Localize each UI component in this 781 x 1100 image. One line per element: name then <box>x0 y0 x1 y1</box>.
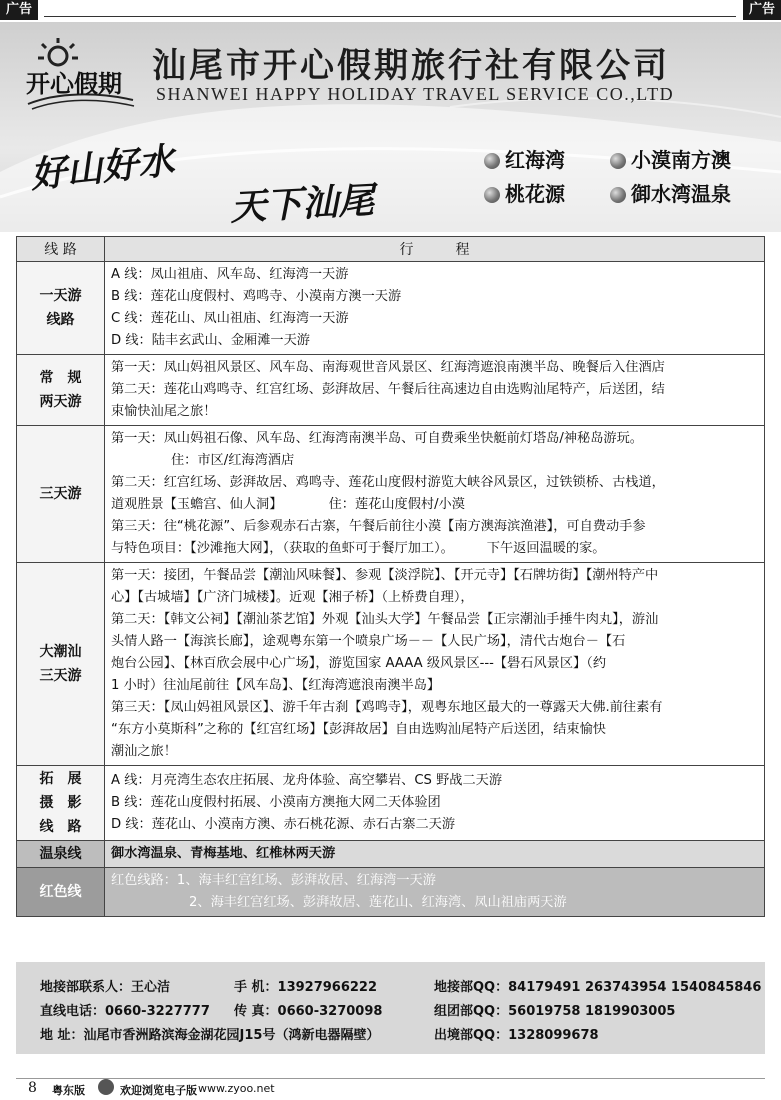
route-line: 心】【古城墙】【广济门城楼】。近观【湘子桥】（上桥费自理）， <box>111 590 474 605</box>
route-line: D 线：陆丰玄武山、金厢滩一天游 <box>111 333 310 348</box>
bullet-icon <box>484 187 500 203</box>
slogan-part-1: 好山好水 <box>28 139 177 197</box>
route-line: B 线：莲花山度假村拓展、小漠南方澳拖大网二天体验团 <box>111 795 441 810</box>
schedule-column-header: 行 程 <box>105 237 765 262</box>
contact-address: 地 址：汕尾市香洲路滨海金湖花园J15号（鸿新电器隔壁） <box>40 1028 380 1043</box>
spot-item: 御水湾温泉 <box>610 178 731 207</box>
website-link[interactable]: www.zyoo.net <box>198 1082 275 1095</box>
route-description <box>105 355 765 426</box>
route-name: 红色线 <box>17 868 105 917</box>
contact-qq-local: 地接部QQ：84179491 263743954 1540845846 <box>434 980 762 995</box>
company-name-en: SHANWEI HAPPY HOLIDAY TRAVEL SERVICE CO.,LTD <box>156 84 675 104</box>
route-name: 大潮汕 三天游 <box>17 563 105 766</box>
spot-item: 红海湾 <box>484 144 565 173</box>
footer-rule <box>16 1078 765 1079</box>
route-line: “东方小莫斯科”之称的【红宫红场】【彭湃故居】自由选购汕尾特产后送团，结束愉快 <box>111 722 606 737</box>
route-name: 拓 展 摄 影 线 路 <box>17 766 105 841</box>
route-line: 头情人路一【海滨长廊】，途观粤东第一个喷泉广场－－【人民广场】，清代古炮台－【石 <box>111 634 626 649</box>
table-row <box>17 355 765 426</box>
route-name: 温泉线 <box>17 841 105 868</box>
top-rule <box>44 16 736 17</box>
route-description <box>105 262 765 355</box>
edition-badge-icon <box>98 1079 114 1095</box>
route-line: 第二天：红宫红场、彭湃故居、鸡鸣寺、莲花山度假村游览大峡谷风景区，过铁锁桥、古栈道， <box>111 475 665 490</box>
route-description <box>105 426 765 563</box>
contact-qq-group: 组团部QQ：56019758 1819903005 <box>434 1004 676 1019</box>
route-description <box>105 868 765 917</box>
route-line: A 线：月亮湾生态农庄拓展、龙舟体验、高空攀岩、CS 野战二天游 <box>111 773 503 788</box>
route-line: 第三天：【凤山妈祖风景区】、游千年古刹【鸡鸣寺】，观粤东地区最大的一尊露天大佛.前往素有 <box>111 700 663 715</box>
route-line: 道观胜景【玉蟾宫、仙人洞】 住：莲花山度假村/小漠 <box>111 497 465 512</box>
slogan-part-2: 天下汕尾 <box>229 179 376 229</box>
route-line: B 线：莲花山度假村、鸡鸣寺、小漠南方澳一天游 <box>111 289 402 304</box>
table-row <box>17 426 765 563</box>
slogan <box>28 139 450 229</box>
route-line: 潮汕之旅！ <box>111 744 177 759</box>
route-name: 三天游 <box>17 426 105 563</box>
page-footer <box>0 1078 781 1100</box>
bullet-icon <box>484 153 500 169</box>
company-name-cn: 汕尾市开心假期旅行社有限公司 <box>152 46 670 86</box>
itinerary-table <box>16 236 765 917</box>
route-line: 御水湾温泉、青梅基地、红椎林两天游 <box>111 846 336 861</box>
table-header-row <box>17 237 765 262</box>
route-column-header: 线 路 <box>17 237 105 262</box>
route-line: 红色线路：1、海丰红宫红场、彭湃故居、红海湾一天游 <box>111 873 436 888</box>
route-line: 1 小时）往汕尾前往【风车岛】、【红海湾遮浪南澳半岛】 <box>111 678 441 693</box>
route-line: 第一天：凤山妈祖石像、风车岛、红海湾南澳半岛、可自费乘坐快艇前灯塔岛/神秘岛游玩。 <box>111 431 643 446</box>
route-line: 第一天：接团，午餐品尝【潮汕风味餐】、参观【淡浮院】、【开元寺】【石牌坊街】【潮州特产中 <box>111 568 659 583</box>
route-line: 住：市区/红海湾酒店 <box>171 453 295 468</box>
route-line: 2、海丰红宫红场、彭湃故居、莲花山、红海湾、凤山祖庙两天游 <box>189 895 567 910</box>
route-line: 炮台公园】、【林百欣会展中心广场】，游览国家 AAAA 级风景区---【礐石风景区】（约 <box>111 656 607 671</box>
route-line: C 线：莲花山、凤山祖庙、红海湾一天游 <box>111 311 349 326</box>
route-description <box>105 766 765 841</box>
banner <box>0 22 781 232</box>
route-line: 第二天：莲花山鸡鸣寺、红宫红场、彭湃故居、午餐后往高速边自由选购汕尾特产，后送团，结 <box>111 382 665 397</box>
logo-text: 开心假期 <box>26 69 122 98</box>
contact-qq-outbound: 出境部QQ：1328099678 <box>434 1028 599 1043</box>
spot-item: 桃花源 <box>484 178 565 207</box>
route-name: 常 规 两天游 <box>17 355 105 426</box>
bullet-icon <box>610 153 626 169</box>
welcome-text: 欢迎浏览电子版 <box>120 1084 197 1097</box>
ad-label-right: 广告 <box>743 0 781 20</box>
spot-item: 小漠南方澳 <box>610 144 731 173</box>
route-description <box>105 563 765 766</box>
page-number: 8 <box>28 1080 37 1096</box>
route-line: 第一天：凤山妈祖风景区、风车岛、南海观世音风景区、红海湾遮浪南澳半岛、晚餐后入住酒店 <box>111 360 665 375</box>
table-row <box>17 563 765 766</box>
route-line: 第三天：往“桃花源”、后参观赤石古寨，午餐后前往小漠【南方澳海滨渔港】，可自费动手参 <box>111 519 646 534</box>
route-line: D 线：莲花山、小漠南方澳、赤石桃花源、赤石古寨二天游 <box>111 817 456 832</box>
contact-info <box>16 962 765 1054</box>
contact-fax: 传 真：0660-3270098 <box>234 1004 383 1019</box>
table-row <box>17 868 765 917</box>
edition-label: 粤东版 <box>52 1084 85 1097</box>
sun-icon <box>18 34 138 112</box>
contact-phone: 直线电话：0660-3227777 <box>40 1004 210 1019</box>
table-row <box>17 766 765 841</box>
contact-mobile: 手 机：13927966222 <box>234 980 378 995</box>
table-row <box>17 841 765 868</box>
table-row <box>17 262 765 355</box>
ad-label-left: 广告 <box>0 0 38 20</box>
company-logo <box>18 34 138 112</box>
route-line: 与特色项目：【沙滩拖大网】，（获取的鱼虾可于餐厅加工）。 下午返回温暖的家。 <box>111 541 606 556</box>
bullet-icon <box>610 187 626 203</box>
route-description <box>105 841 765 868</box>
route-line: 束愉快汕尾之旅！ <box>111 404 217 419</box>
contact-person: 地接部联系人：王心洁 <box>40 980 171 995</box>
route-line: A 线：凤山祖庙、风车岛、红海湾一天游 <box>111 267 349 282</box>
route-line: 第二天：【韩文公祠】【潮汕茶艺馆】外观【汕头大学】午餐品尝【正宗潮汕手捶牛肉丸】，游汕 <box>111 612 659 627</box>
route-name: 一天游 线路 <box>17 262 105 355</box>
